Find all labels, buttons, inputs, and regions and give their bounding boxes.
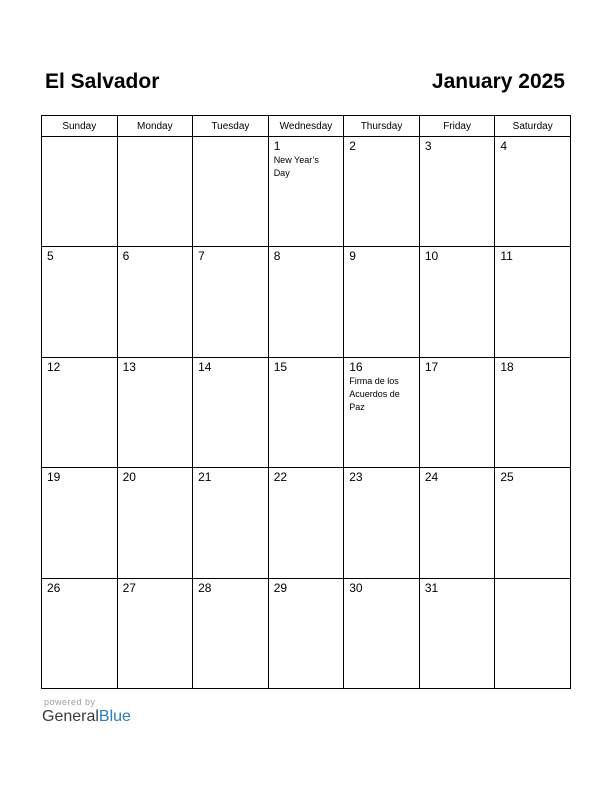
calendar-grid [41,115,571,689]
holiday-label: Firma de los Acuerdos de Paz [349,375,400,412]
day-cell [268,468,344,578]
day-cell [193,247,269,357]
day-number: 14 [198,359,212,374]
day-number: 29 [273,580,288,595]
day-cell [268,247,344,357]
holiday-label: New Year’s Day [273,155,319,178]
day-number [42,137,117,140]
week-row-3 [42,357,571,467]
day-number: 23 [349,470,363,485]
day-number: 4 [500,139,508,153]
day-cell [268,137,344,247]
weekday-sunday: Sunday [42,116,118,137]
day-number: 18 [500,359,514,374]
generalblue-logo[interactable] [42,708,131,726]
day-number: 9 [349,249,356,264]
day-number: 6 [122,249,130,264]
day-number: 26 [47,580,61,595]
month-year-title: January 2025 [431,70,565,93]
day-cell [117,247,193,357]
day-number: 10 [424,249,439,264]
day-cell [193,357,269,467]
day-number: 12 [47,359,61,374]
day-number: 13 [122,359,136,374]
day-cell [495,137,571,247]
day-cell [495,357,571,467]
day-number: 11 [500,249,513,264]
day-cell [419,247,495,357]
powered-by-text: powered by [44,697,96,707]
weekday-tuesday: Tuesday [193,116,269,137]
weekday-thursday: Thursday [344,116,420,137]
day-cell [344,357,420,467]
day-cell [42,468,118,578]
weekday-wednesday: Wednesday [268,116,344,137]
day-number: 15 [273,359,288,374]
day-cell [193,468,269,578]
day-cell [495,578,571,688]
day-cell [193,137,269,247]
day-cell [42,137,118,247]
day-number: 30 [349,580,363,595]
day-cell [117,357,193,467]
week-row-5 [42,578,571,688]
day-number: 22 [273,470,288,485]
day-cell [495,247,571,357]
weekday-monday: Monday [117,116,193,137]
day-number [495,579,570,582]
day-cell [117,468,193,578]
day-number [118,137,193,140]
day-number: 3 [424,139,432,153]
brand-blue-text: Blue [98,708,131,725]
day-number: 27 [122,580,136,595]
day-number: 1 [273,139,281,153]
day-cell [42,578,118,688]
day-cell [419,468,495,578]
day-number: 21 [198,470,212,485]
day-cell [268,357,344,467]
day-number: 17 [424,359,439,374]
day-cell [419,357,495,467]
day-cell [344,247,420,357]
day-number: 24 [424,470,439,485]
day-number: 16 [349,359,363,374]
day-number: 7 [198,249,205,264]
day-number: 5 [47,249,54,264]
day-number: 25 [500,470,514,485]
day-number: 8 [273,249,281,264]
day-cell [344,468,420,578]
day-number: 2 [349,139,356,153]
day-cell [268,578,344,688]
day-cell [344,137,420,247]
day-number: 19 [47,470,61,485]
week-row-2 [42,247,571,357]
day-cell [419,578,495,688]
weekday-header-row [42,116,571,137]
day-number: 20 [122,470,136,485]
day-cell [117,137,193,247]
day-cell [193,578,269,688]
day-cell [344,578,420,688]
brand-general-text: General [42,708,99,725]
weekday-saturday: Saturday [495,116,571,137]
day-cell [419,137,495,247]
country-title: El Salvador [45,70,160,93]
day-cell [42,357,118,467]
day-cell [117,578,193,688]
day-cell [42,247,118,357]
weekday-friday: Friday [419,116,495,137]
week-row-1 [42,137,571,247]
day-cell [495,468,571,578]
week-row-4 [42,468,571,578]
day-number: 31 [424,580,439,595]
day-number: 28 [198,580,212,595]
day-number [193,137,268,140]
